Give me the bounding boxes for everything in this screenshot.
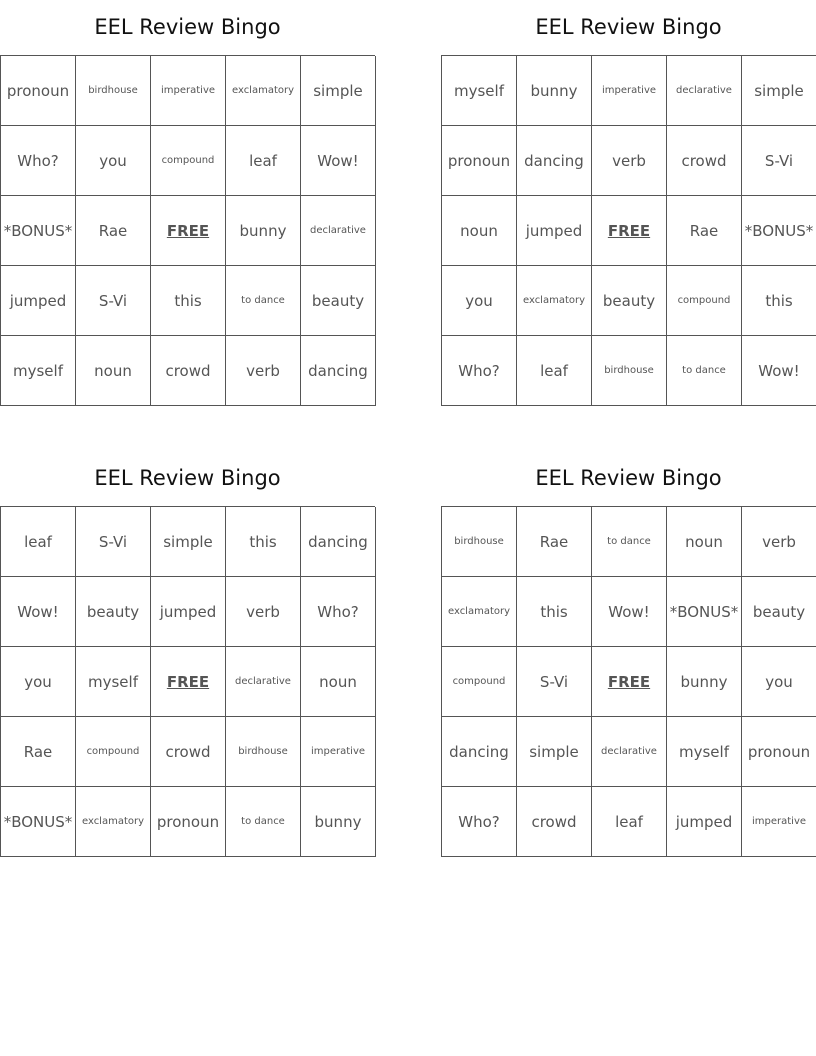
bingo-cell: Rae [1,717,76,787]
bingo-cell: jumped [517,196,592,266]
bingo-cell: compound [667,266,742,336]
bingo-cell: jumped [1,266,76,336]
bingo-cell: exclamatory [517,266,592,336]
bingo-cell: imperative [742,787,816,857]
bingo-cell: leaf [517,336,592,406]
bingo-cell: myself [667,717,742,787]
bingo-cell: exclamatory [226,56,301,126]
bingo-cell: declarative [592,717,667,787]
bingo-cell: leaf [226,126,301,196]
bingo-cell: declarative [226,647,301,717]
bingo-grid [441,55,816,406]
card-title: EEL Review Bingo [535,15,722,39]
bingo-cell: imperative [151,56,226,126]
bingo-cell: jumped [151,577,226,647]
bingo-cell: imperative [301,717,376,787]
free-space-cell: FREE [151,196,226,266]
bingo-cell: to dance [226,266,301,336]
bingo-cell: crowd [151,336,226,406]
bingo-cell: you [76,126,151,196]
bingo-cell: you [1,647,76,717]
bingo-cell: Wow! [1,577,76,647]
bingo-card-1 [0,0,375,406]
bingo-cell: imperative [592,56,667,126]
bingo-cell: myself [1,336,76,406]
bingo-card-3 [0,451,375,857]
bingo-cell: Who? [1,126,76,196]
bingo-grid [0,506,375,857]
bingo-cell: crowd [517,787,592,857]
bingo-cell: bunny [517,56,592,126]
bingo-cell: exclamatory [442,577,517,647]
bingo-cell: crowd [667,126,742,196]
bingo-cell: verb [742,507,816,577]
bingo-cell: declarative [301,196,376,266]
bingo-cell: Who? [442,336,517,406]
bingo-cell: this [517,577,592,647]
bingo-cell: compound [442,647,517,717]
free-space-cell: FREE [151,647,226,717]
bingo-cell: myself [76,647,151,717]
bingo-cell: verb [592,126,667,196]
bingo-cell: bunny [226,196,301,266]
bingo-cell: pronoun [1,56,76,126]
bingo-cell: birdhouse [442,507,517,577]
bingo-cell: crowd [151,717,226,787]
bingo-cell: compound [76,717,151,787]
bingo-cell: Rae [667,196,742,266]
bingo-cell: *BONUS* [667,577,742,647]
bingo-cell: to dance [667,336,742,406]
bingo-cell: S-Vi [76,266,151,336]
bingo-cell: beauty [76,577,151,647]
bingo-cell: S-Vi [76,507,151,577]
bingo-cell: bunny [667,647,742,717]
bingo-cell: dancing [301,336,376,406]
bingo-cell: you [742,647,816,717]
bingo-cell: *BONUS* [742,196,816,266]
bingo-cell: birdhouse [592,336,667,406]
bingo-cell: this [151,266,226,336]
bingo-cell: Who? [301,577,376,647]
bingo-cell: S-Vi [742,126,816,196]
bingo-cell: noun [301,647,376,717]
bingo-cell: beauty [301,266,376,336]
bingo-cell: this [742,266,816,336]
bingo-cell: dancing [517,126,592,196]
bingo-cell: pronoun [442,126,517,196]
bingo-cell: noun [76,336,151,406]
bingo-cell: dancing [301,507,376,577]
bingo-cell: pronoun [151,787,226,857]
bingo-cell: compound [151,126,226,196]
bingo-cell: *BONUS* [1,787,76,857]
bingo-cell: S-Vi [517,647,592,717]
bingo-cell: beauty [742,577,816,647]
bingo-grid [441,506,816,857]
card-title: EEL Review Bingo [94,466,281,490]
bingo-cell: leaf [592,787,667,857]
bingo-cell: Wow! [742,336,816,406]
bingo-cell: noun [667,507,742,577]
bingo-cell: noun [442,196,517,266]
bingo-cell: this [226,507,301,577]
bingo-cell: birdhouse [76,56,151,126]
bingo-card-2 [441,0,816,406]
card-title: EEL Review Bingo [94,15,281,39]
bingo-cell: simple [517,717,592,787]
bingo-cell: bunny [301,787,376,857]
bingo-cell: jumped [667,787,742,857]
bingo-cell: beauty [592,266,667,336]
bingo-card-4 [441,451,816,857]
bingo-cell: pronoun [742,717,816,787]
bingo-cell: simple [301,56,376,126]
bingo-cell: verb [226,336,301,406]
bingo-cell: declarative [667,56,742,126]
bingo-cell: birdhouse [226,717,301,787]
bingo-cell: to dance [592,507,667,577]
bingo-cell: Who? [442,787,517,857]
free-space-cell: FREE [592,196,667,266]
bingo-cell: myself [442,56,517,126]
bingo-cell: you [442,266,517,336]
bingo-cell: simple [742,56,816,126]
bingo-cell: leaf [1,507,76,577]
bingo-cell: simple [151,507,226,577]
bingo-cell: Rae [517,507,592,577]
bingo-cell: Wow! [301,126,376,196]
bingo-grid [0,55,375,406]
bingo-cell: Wow! [592,577,667,647]
card-title: EEL Review Bingo [535,466,722,490]
bingo-cell: *BONUS* [1,196,76,266]
bingo-cell: Rae [76,196,151,266]
bingo-cell: exclamatory [76,787,151,857]
bingo-cell: dancing [442,717,517,787]
bingo-cell: verb [226,577,301,647]
bingo-cell: to dance [226,787,301,857]
free-space-cell: FREE [592,647,667,717]
